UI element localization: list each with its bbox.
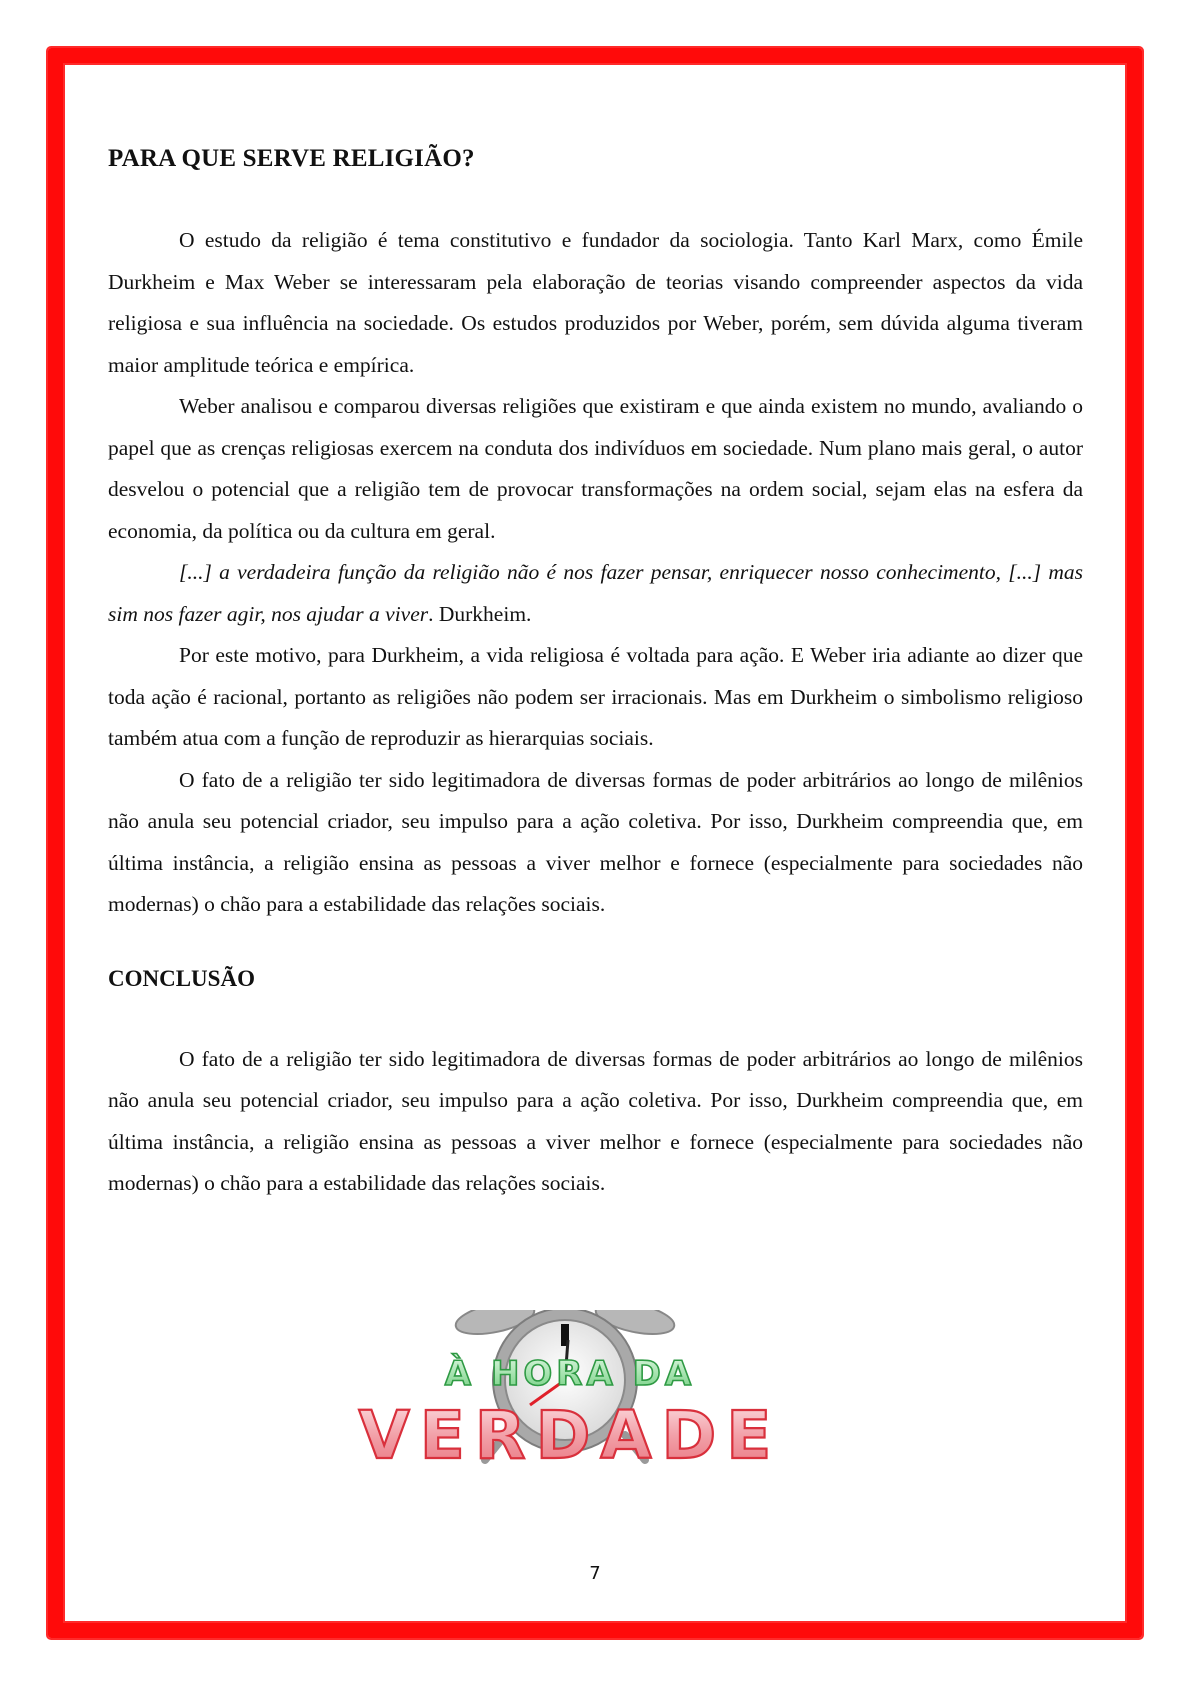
logo-line2: VERDADE <box>358 1397 782 1474</box>
paragraph: O fato de a religião ter sido legitimadora de diversas formas de poder arbitrários ao longo de milênios não anula seu potencial criador, seu impulso para a ação coletiva. Por isso, Durkheim compreendia que, em última instância, a religião ensina as pessoas a viver melhor e fornece (especialmente para sociedades não modernas) o chão para a estabilidade das relações sociais. <box>108 767 1083 916</box>
durkheim-quote <box>108 552 1083 635</box>
document-body <box>108 120 1083 1205</box>
paragraph: Weber analisou e comparou diversas religiões que existiram e que ainda existem no mundo, avaliando o papel que as crenças religiosas exercem na conduta dos indivíduos em sociedade. Num plano mais geral, o autor desvelou o potencial que a religião tem de provocar transformações na ordem social, sejam elas na esfera da economia, da política ou da cultura em geral. <box>108 394 1083 543</box>
page-number: 7 <box>589 1563 601 1584</box>
paragraph: Por este motivo, para Durkheim, a vida religiosa é voltada para ação. E Weber iria adiante ao dizer que toda ação é racional, portanto as religiões não podem ser irracionais. Mas em Durkheim o simbolismo religioso também atua com a função de reproduzir as hierarquias sociais. <box>108 643 1083 750</box>
section-title-conclusion: CONCLUSÃO <box>108 965 255 991</box>
paragraph: O fato de a religião ter sido legitimadora de diversas formas de poder arbitrários ao longo de milênios não anula seu potencial criador, seu impulso para a ação coletiva. Por isso, Durkheim compreendia que, em última instância, a religião ensina as pessoas a viver melhor e fornece (especialmente para sociedades não modernas) o chão para a estabilidade das relações sociais. <box>108 1046 1083 1195</box>
logo-a-hora-da-verdade <box>250 1310 950 1480</box>
logo-line1: À HORA DA <box>444 1354 696 1394</box>
logo-graphic <box>250 1310 950 1480</box>
section-title-religion: PARA QUE SERVE RELIGIÃO? <box>108 145 475 172</box>
paragraph: O estudo da religião é tema constitutivo e fundador da sociologia. Tanto Karl Marx, como Émile Durkheim e Max Weber se interessaram pela elaboração de teorias visando compreender aspectos da vida religiosa e sua influência na sociedade. Os estudos produzidos por Weber, porém, sem dúvida alguma tiveram maior amplitude teórica e empírica. <box>108 228 1083 377</box>
quote-text: [...] a verdadeira função da religião não é nos fazer pensar, enriquecer nosso conhecimento, [...] mas sim nos fazer agir, nos ajudar a viver <box>108 560 1083 626</box>
quote-attribution: . Durkheim. <box>428 601 532 626</box>
